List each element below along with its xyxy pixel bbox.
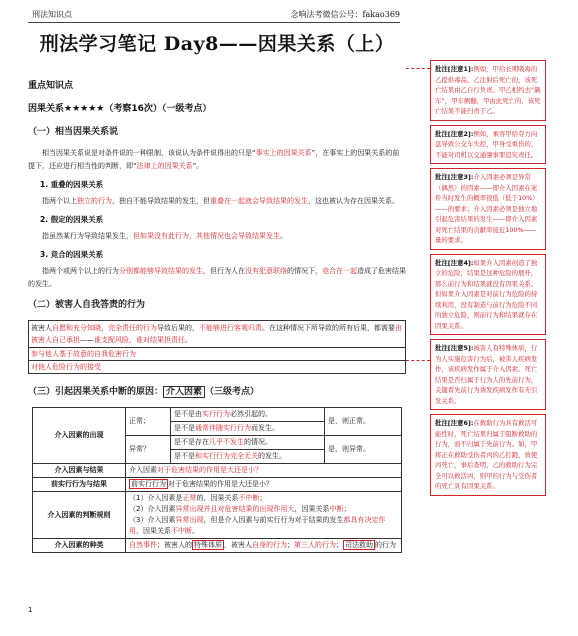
page-title: 刑法学习笔记 Day8——因果关系（上）: [39, 33, 395, 55]
highlighted-text: 独立的行为: [77, 197, 112, 205]
intervening-factor-table: [32, 407, 402, 553]
text-segment: 指虽然某行为导致结果发生，: [42, 232, 133, 240]
text-segment: ，这也被认为存在因果关系。: [308, 197, 399, 205]
table-row: [33, 408, 402, 422]
box-a: [28, 320, 406, 348]
comment-3[interactable]: 批注[注意3]:介入因素必须是异常（偶然）的因素——即介入因素在案件当时发生的概率很低（低于10%）——的要求；介入因素必须是独立地引起危害结果的发生——即介入因素对死亡结果的贡献率接近100%——量的要求。: [430, 168, 546, 250]
box-b: [28, 348, 406, 361]
row-label-factor-result: 介入因素与结果: [33, 464, 126, 478]
subheading-1: 1. 重叠的因果关系: [40, 180, 104, 189]
document-body: [28, 24, 406, 553]
abnormal-result: 是，则异常。: [325, 436, 402, 464]
comment-sidebar: [430, 60, 546, 500]
highlighted-text: 竞合在一起: [322, 267, 357, 275]
text-segment: 指两个以上: [42, 197, 77, 205]
normal-result: 是，则正常。: [325, 408, 402, 436]
highlighted-text: 自愿和充分知晓: [52, 324, 101, 332]
section-2-heading: （二）被害人自我答责的行为: [28, 300, 146, 310]
text-segment: 指两个或两个以上的行为: [42, 267, 119, 275]
factor-result-text: 介入因素对于危害结果的作用是大还是小？: [126, 464, 402, 478]
highlighted-text: 没有犯意联络: [245, 267, 287, 275]
topic-heading: 因果关系★★★★★（考察16次）（一级考点）: [28, 104, 212, 114]
paragraph-2: [28, 195, 406, 208]
text-segment: 相当因果关系说是对条件说的一种限制，该说认为条件说得出的只是“: [42, 149, 256, 157]
text-segment: ”，在事实上的因果关系的前提下，还应进行相当性的判断，即“: [28, 149, 400, 170]
page-header: [28, 8, 400, 23]
highlighted-text: 分别都能够导致结果的发生: [119, 267, 203, 275]
highlighted-text: 不能够进行客观归责: [199, 324, 262, 332]
normal-label: 正常；: [126, 408, 171, 436]
highlighted-text: 参与他人基于故意的自我危害行为: [31, 350, 136, 358]
comment-connector: [406, 68, 430, 69]
comment-5[interactable]: 批注[注意5]:被害人有特殊体质，行为人实施危害行为后，被害人疾病发作，该疾病发作属于介入因素。死亡结果是否归属于行为人的先前行为，关键看先前行为诱发疾病发作有无引发关系。: [430, 339, 546, 410]
highlighted-text: 但如果没有此行为，其他情况也会导致结果发生: [133, 232, 280, 240]
text-segment: 导致后果的，: [157, 324, 199, 332]
table-row: [33, 478, 402, 492]
row-label-prior-act: 前实行行为与结果: [33, 478, 126, 492]
kinds-text: 自然事件；被害人的 特殊体质 ，被害人自身的行为；第三人的行为； 司法救助 的行为: [126, 539, 402, 553]
text-segment: 。在这种情况下所导致的所有后果，都需要: [262, 324, 395, 332]
row-label-occurrence: 介入因素的出现: [33, 408, 126, 464]
section-3-post: （三级考点）: [205, 387, 260, 397]
text-segment: 。: [280, 232, 287, 240]
text-segment: ，但行为人在: [203, 267, 245, 275]
rules-text: （1）介入因素是正常的，因果关系不中断； （2）介入因素异常出现并且对危害结果的出现作用大，因果关系中断； （3）介入因素异常出现，但是介入因素与前实行行为对于结果的发生都具有决定作用，因果关系不中断。: [126, 492, 402, 539]
section-3-heading: [28, 384, 406, 397]
normal-criterion-1: 是不是由实行行为必然引起的。: [171, 408, 325, 422]
text-segment: 被害人: [31, 324, 52, 332]
normal-criterion-2: 是不是通常伴随实行行为而发生。: [171, 422, 325, 436]
text-segment: ，: [101, 324, 108, 332]
text-segment: ，独自不能导致结果的发生，但: [112, 197, 210, 205]
abnormal-label: 异常？: [126, 436, 171, 464]
abnormal-criterion-2: 是不是和实行行为完全无关的发生。: [171, 450, 325, 464]
highlighted-text: 对他人危险行为的接受: [31, 363, 101, 371]
paragraph-4: [28, 265, 406, 291]
table-row: [33, 464, 402, 478]
key-points-heading: 重点知识点: [28, 81, 74, 91]
highlighted-text: 完全责任的行为: [108, 324, 157, 332]
highlighted-text: 谁支配风险，谁对结果担责任: [94, 336, 185, 344]
comment-1[interactable]: 批注[注意1]:例如，甲给长期吸毒的乙提供毒品，乙注射后死亡的，该死亡结果由乙自行负责。甲乙相约去“飙车”，甲车侧翻，甲由此死亡的，该死亡结果不能归责于乙。: [430, 60, 546, 121]
comment-connector: [406, 360, 430, 361]
header-right: 念响法考微信公号：fakao369: [290, 10, 400, 19]
table-row: [33, 539, 402, 553]
highlighted-text: 由被害人自己承担: [31, 324, 402, 344]
text-segment: 的情况下，: [287, 267, 322, 275]
comment-2[interactable]: 批注[注意2]:例如，乘客甲给夺方向盘导致公交车失控，甲身受重伤的，不能对司机以交通肇事罪追究责任。: [430, 125, 546, 165]
highlighted-text: 重叠在一起就会导致结果的发生: [210, 197, 308, 205]
text-segment: ——: [80, 336, 94, 344]
subheading-2: 2. 假定的因果关系: [40, 215, 104, 224]
abnormal-criterion-1: 是不是存在几乎不发生的情况。: [171, 436, 325, 450]
paragraph-1: [28, 147, 406, 173]
row-label-kinds: 介入因素的种类: [33, 539, 126, 553]
subheading-3: 3. 竞合的因果关系: [40, 250, 104, 259]
header-left: 刑法知识点: [32, 10, 72, 19]
section-3-pre: （三）引起因果关系中断的原因：: [28, 387, 164, 397]
box-c: [28, 361, 406, 374]
comment-4[interactable]: 批注[注意4]:如果介入因素创造了独立的危险，结果是这种危险的展开，那么前行为和结果就没有因果关系。但如果介入因素是对前行为危险的持续利用，没有制造与前行为危险不同的独立危险，则前行为和结果就存在因果关系。: [430, 254, 546, 336]
prior-act-text: 前实行行为 对于危害结果的作用是大还是小？: [126, 478, 402, 492]
highlighted-text: 法律上的因果关系: [136, 162, 193, 170]
table-row: [33, 492, 402, 539]
section-3-key: 介入因素: [163, 386, 205, 398]
text-segment: ”。: [192, 162, 204, 170]
page-number: 1: [28, 606, 33, 614]
self-responsibility-box: [28, 320, 406, 374]
text-segment: 造成了危害结果的发生。: [28, 267, 406, 288]
text-segment: 。: [185, 336, 192, 344]
row-label-rules: 介入因素的判断规则: [33, 492, 126, 539]
paragraph-3: [28, 230, 406, 243]
comment-6[interactable]: 批注[注意6]:在救助行为具有救活可能性时，死亡结果归属于阻断救助的行为，而不归属于先前行为。如，甲将正在救助受伤者丙的乙打跑，致使丙死亡，事后查明，乙的救助行为完全可以救活丙，则甲的行为与受伤者的死亡具有因果关系。: [430, 414, 546, 496]
highlighted-text: 事实上的因果关系: [255, 149, 312, 157]
section-1-heading: （一）相当因果关系说: [28, 127, 119, 137]
